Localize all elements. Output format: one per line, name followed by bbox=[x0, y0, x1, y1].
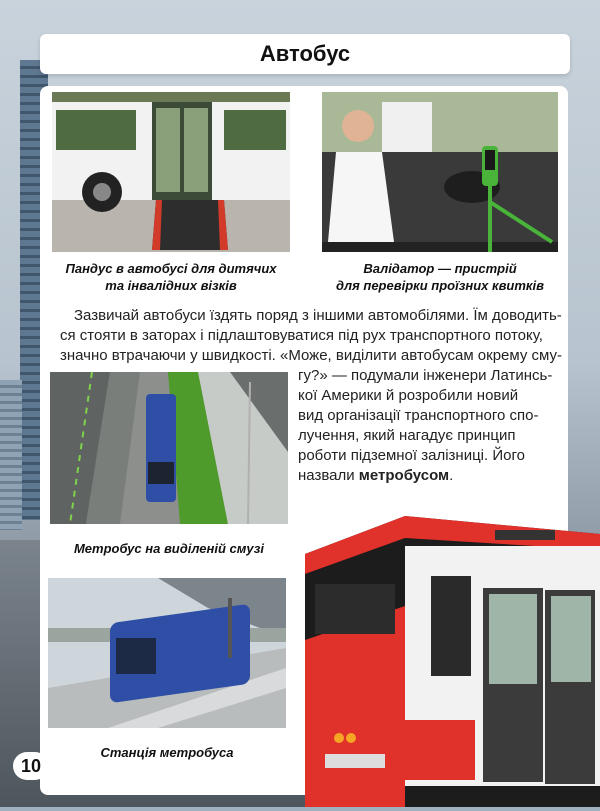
photo-bus-ramp bbox=[52, 92, 290, 252]
caption-ramp-line-2: та інвалідних візків bbox=[105, 278, 237, 293]
body-line-1: Зазвичай автобуси їздять поряд з іншими автомобілями. Їм доводить- bbox=[74, 307, 562, 324]
page-title: Автобус bbox=[259, 41, 351, 66]
photo-metrobus-station bbox=[48, 578, 286, 728]
body-line-9-prefix: назвали bbox=[298, 467, 359, 484]
caption-validator bbox=[322, 260, 558, 294]
body-paragraph bbox=[60, 306, 563, 366]
background-building-2 bbox=[0, 380, 22, 530]
body-line-2: ся стояти в заторах і підлаштовуватися під рух транспортного потоку, bbox=[60, 327, 543, 344]
caption-metrobus-lane: Метробус на виділеній смузі bbox=[73, 541, 265, 556]
caption-validator-line-1: Валідатор — пристрій bbox=[363, 261, 517, 276]
caption-ramp-line-1: Пандус в автобусі для дитячих bbox=[65, 261, 277, 276]
body-line-6: вид організації транспортного спо- bbox=[298, 407, 539, 424]
body-line-4: гу?» — подумали інженери Латинсь- bbox=[298, 367, 553, 384]
photo-validator bbox=[322, 92, 558, 252]
body-line-5: кої Америки й розробили новий bbox=[298, 387, 519, 404]
bus-illustration bbox=[305, 510, 600, 807]
title-bar bbox=[40, 34, 570, 74]
body-line-9 bbox=[298, 466, 560, 486]
body-line-7: лучення, який нагадує принцип bbox=[298, 427, 516, 444]
caption-metrobus-station: Станція метробуса bbox=[100, 745, 234, 760]
page-number: 10 bbox=[13, 752, 49, 780]
caption-ramp bbox=[52, 260, 290, 294]
caption-validator-line-2: для перевірки проїзних квитків bbox=[336, 278, 544, 293]
body-line-3: значно втрачаючи у швидкості. «Може, виділити автобусам окрему сму- bbox=[60, 347, 563, 364]
photo-metrobus-lane bbox=[50, 372, 288, 524]
term-metrobus: метробусом bbox=[358, 467, 450, 484]
body-line-8: роботи підземної залізниці. Його bbox=[298, 447, 525, 464]
body-line-9-suffix: . bbox=[449, 467, 454, 484]
body-paragraph-narrow bbox=[298, 366, 560, 486]
